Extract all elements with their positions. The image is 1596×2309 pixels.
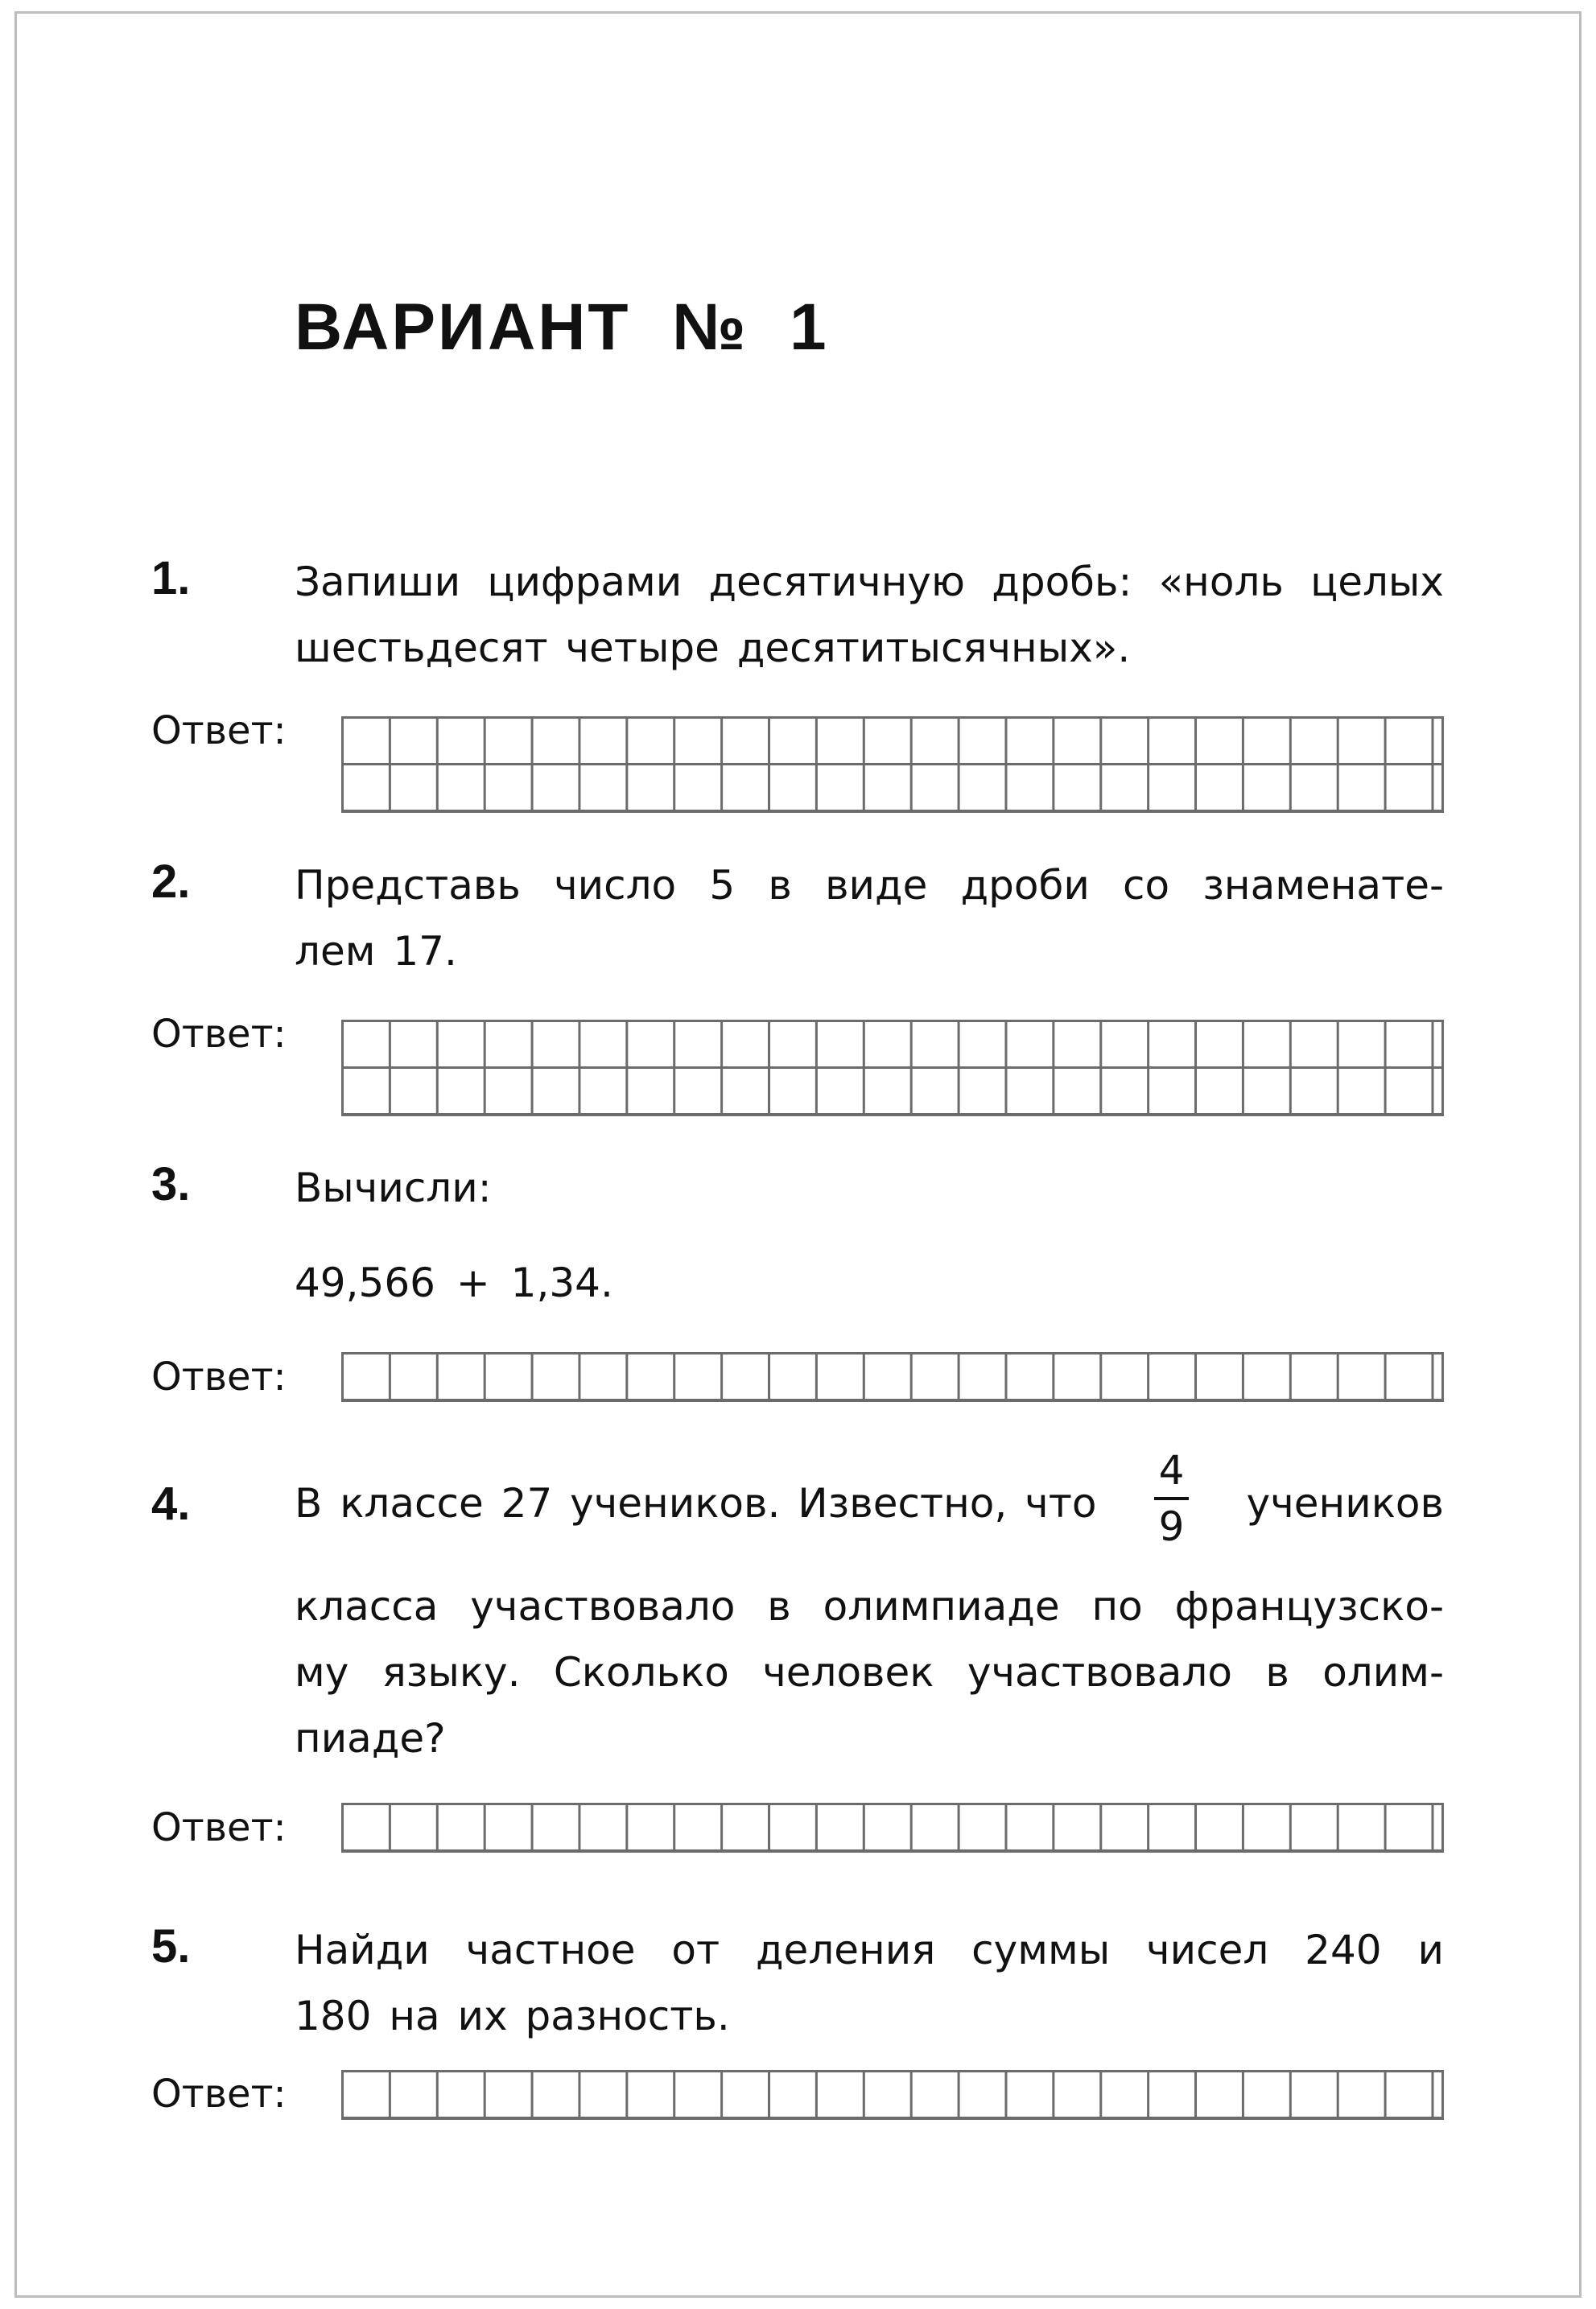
question-2-line-2: лем 17. xyxy=(295,928,457,975)
question-5-line-1: Найди частное от деления суммы чисел 240 и xyxy=(295,1927,1444,1973)
question-4-line-1 xyxy=(295,1447,1444,1552)
question-1-line-2: шестьдесят четыре десятитысячных». xyxy=(295,625,1131,671)
question-5-line-2: 180 на их разность. xyxy=(295,1993,730,2039)
question-1-line-1: Запиши цифрами десятичную дробь: «ноль целых xyxy=(295,559,1444,605)
question-4-line-1-after: учеников xyxy=(1246,1480,1444,1527)
answer-label-3: Ответ: xyxy=(151,1354,287,1400)
question-2-line-1: Представь число 5 в виде дроби со знаменате- xyxy=(295,862,1444,909)
question-3-text xyxy=(295,1155,1444,1221)
answer-grid-1[interactable] xyxy=(341,716,1444,813)
question-2-text xyxy=(295,852,1444,984)
question-3-line-1: Вычисли: xyxy=(295,1165,492,1211)
question-4-line-3: му языку. Сколько человек участвовало в олим- xyxy=(295,1649,1444,1696)
question-4-text xyxy=(295,1573,1444,1771)
question-5-text xyxy=(295,1917,1444,2049)
question-2-number: 2. xyxy=(151,856,191,908)
answer-grid-5[interactable] xyxy=(341,2070,1444,2120)
question-4-line-4: пиаде? xyxy=(295,1715,446,1762)
question-4-number: 4. xyxy=(151,1478,191,1530)
answer-label-5: Ответ: xyxy=(151,2072,287,2117)
question-5-number: 5. xyxy=(151,1920,191,1973)
question-1-text xyxy=(295,549,1444,681)
fraction xyxy=(1154,1447,1190,1550)
question-1-number: 1. xyxy=(151,552,191,604)
fraction-denominator: 9 xyxy=(1158,1503,1185,1550)
answer-grid-2[interactable] xyxy=(341,1020,1444,1116)
fraction-numerator: 4 xyxy=(1154,1450,1190,1500)
question-4-line-1-before: В классе 27 учеников. Известно, что xyxy=(295,1480,1097,1527)
answer-grid-3[interactable] xyxy=(341,1352,1444,1402)
question-3-number: 3. xyxy=(151,1158,191,1210)
question-3-expression: 49,566 + 1,34. xyxy=(295,1260,613,1306)
page-title: ВАРИАНТ № 1 xyxy=(295,291,829,364)
answer-label-4: Ответ: xyxy=(151,1805,287,1850)
question-4-line-2: класса участвовало в олимпиаде по французско- xyxy=(295,1583,1444,1630)
answer-label-1: Ответ: xyxy=(151,708,287,753)
answer-label-2: Ответ: xyxy=(151,1012,287,1057)
answer-grid-4[interactable] xyxy=(341,1803,1444,1853)
